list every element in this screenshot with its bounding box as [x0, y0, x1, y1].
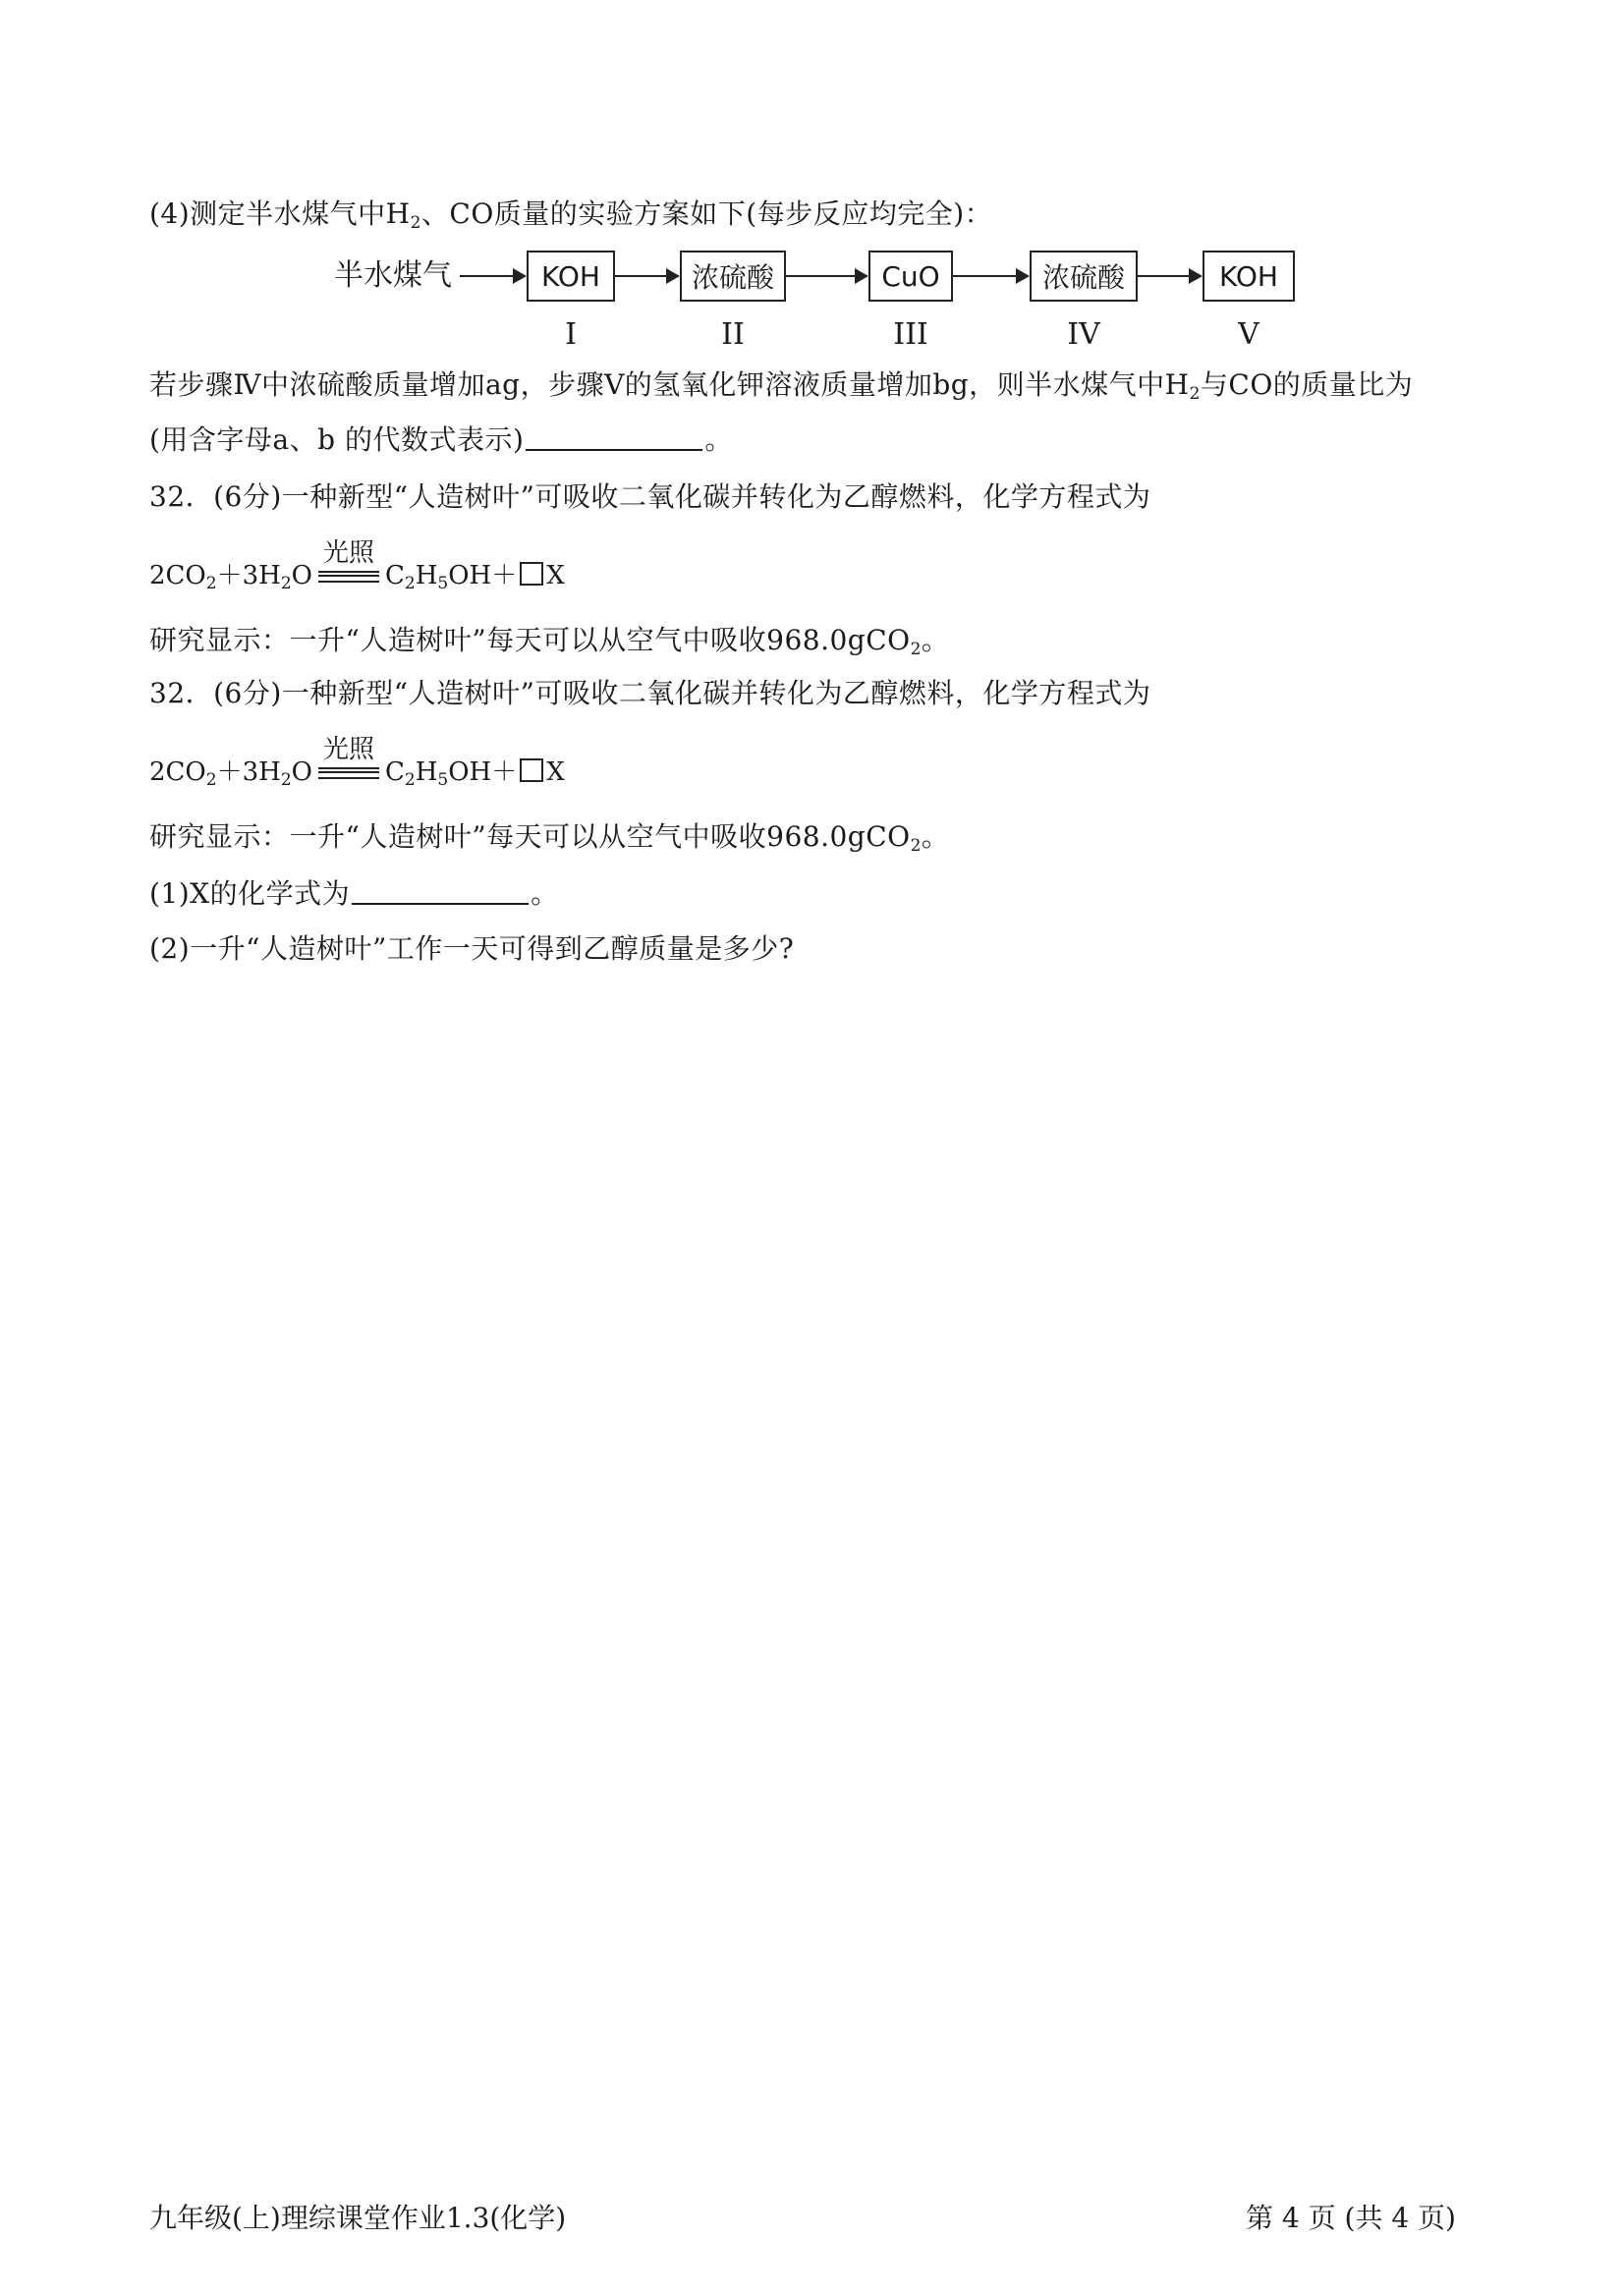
q32-study: 研究显示：一升“人造树叶”每天可以从空气中吸收968.0gCO$_2$。 — [149, 624, 950, 659]
page-number: 第 4 页 (共 4 页) — [1246, 2202, 1456, 2234]
q4-result-line2: (用含字母a、b 的代数式表示) 。 — [149, 423, 733, 456]
q4-intro: (4)测定半水煤气中$H_2$、CO质量的实验方案如下(每步反应均完全)： — [149, 197, 993, 233]
flow-arrow — [460, 275, 525, 277]
step-label-4: IV — [1067, 317, 1100, 352]
flow-box-3: CuO — [868, 251, 953, 302]
flow-box-5: KOH — [1203, 251, 1295, 302]
chemical-equation: $2CO_2+3H_2O$ 光照 $C_2H_5OH+ X$ — [149, 538, 565, 593]
coefficient-box[interactable] — [520, 562, 543, 586]
q32-sub1: (1)X的化学式为 。 — [149, 877, 559, 910]
flow-box-2: 浓硫酸 — [680, 251, 786, 302]
flow-diagram — [334, 251, 1316, 359]
answer-blank[interactable] — [352, 881, 529, 905]
flow-arrow — [786, 275, 867, 277]
flow-arrow — [1138, 275, 1201, 277]
step-label-2: II — [721, 317, 745, 352]
step-label-1: I — [565, 317, 577, 352]
q32-study: 研究显示：一升“人造树叶”每天可以从空气中吸收968.0gCO$_2$。 — [149, 820, 950, 856]
reaction-condition: 光照 — [318, 559, 379, 594]
q4-result: 若步骤Ⅳ中浓硫酸质量增加ag，步骤Ⅴ的氢氧化钾溶液质量增加bg，则半水煤气中$H_2$与CO的质量比为 — [149, 368, 1414, 404]
coefficient-box[interactable] — [520, 758, 543, 782]
q32-intro: 32．(6分)一种新型“人造树叶”可吸收二氧化碳并转化为乙醇燃料，化学方程式为 — [149, 677, 1151, 709]
flow-arrow — [615, 275, 678, 277]
q32-sub2: (2)一升“人造树叶”工作一天可得到乙醇质量是多少? — [149, 932, 795, 965]
reaction-condition: 光照 — [318, 756, 379, 791]
flow-arrow — [953, 275, 1028, 277]
step-label-3: III — [893, 317, 928, 352]
footer-title: 九年级(上)理综课堂作业1.3(化学) — [149, 2202, 567, 2234]
answer-blank[interactable] — [526, 427, 702, 451]
flow-box-1: KOH — [527, 251, 615, 302]
flow-start-label: 半水煤气 — [334, 258, 452, 293]
step-label-5: V — [1238, 317, 1259, 352]
q32-intro: 32．(6分)一种新型“人造树叶”可吸收二氧化碳并转化为乙醇燃料，化学方程式为 — [149, 480, 1151, 513]
flow-box-4: 浓硫酸 — [1030, 251, 1138, 302]
chemical-equation: $2CO_2+3H_2O$ 光照 $C_2H_5OH+ X$ — [149, 735, 565, 790]
